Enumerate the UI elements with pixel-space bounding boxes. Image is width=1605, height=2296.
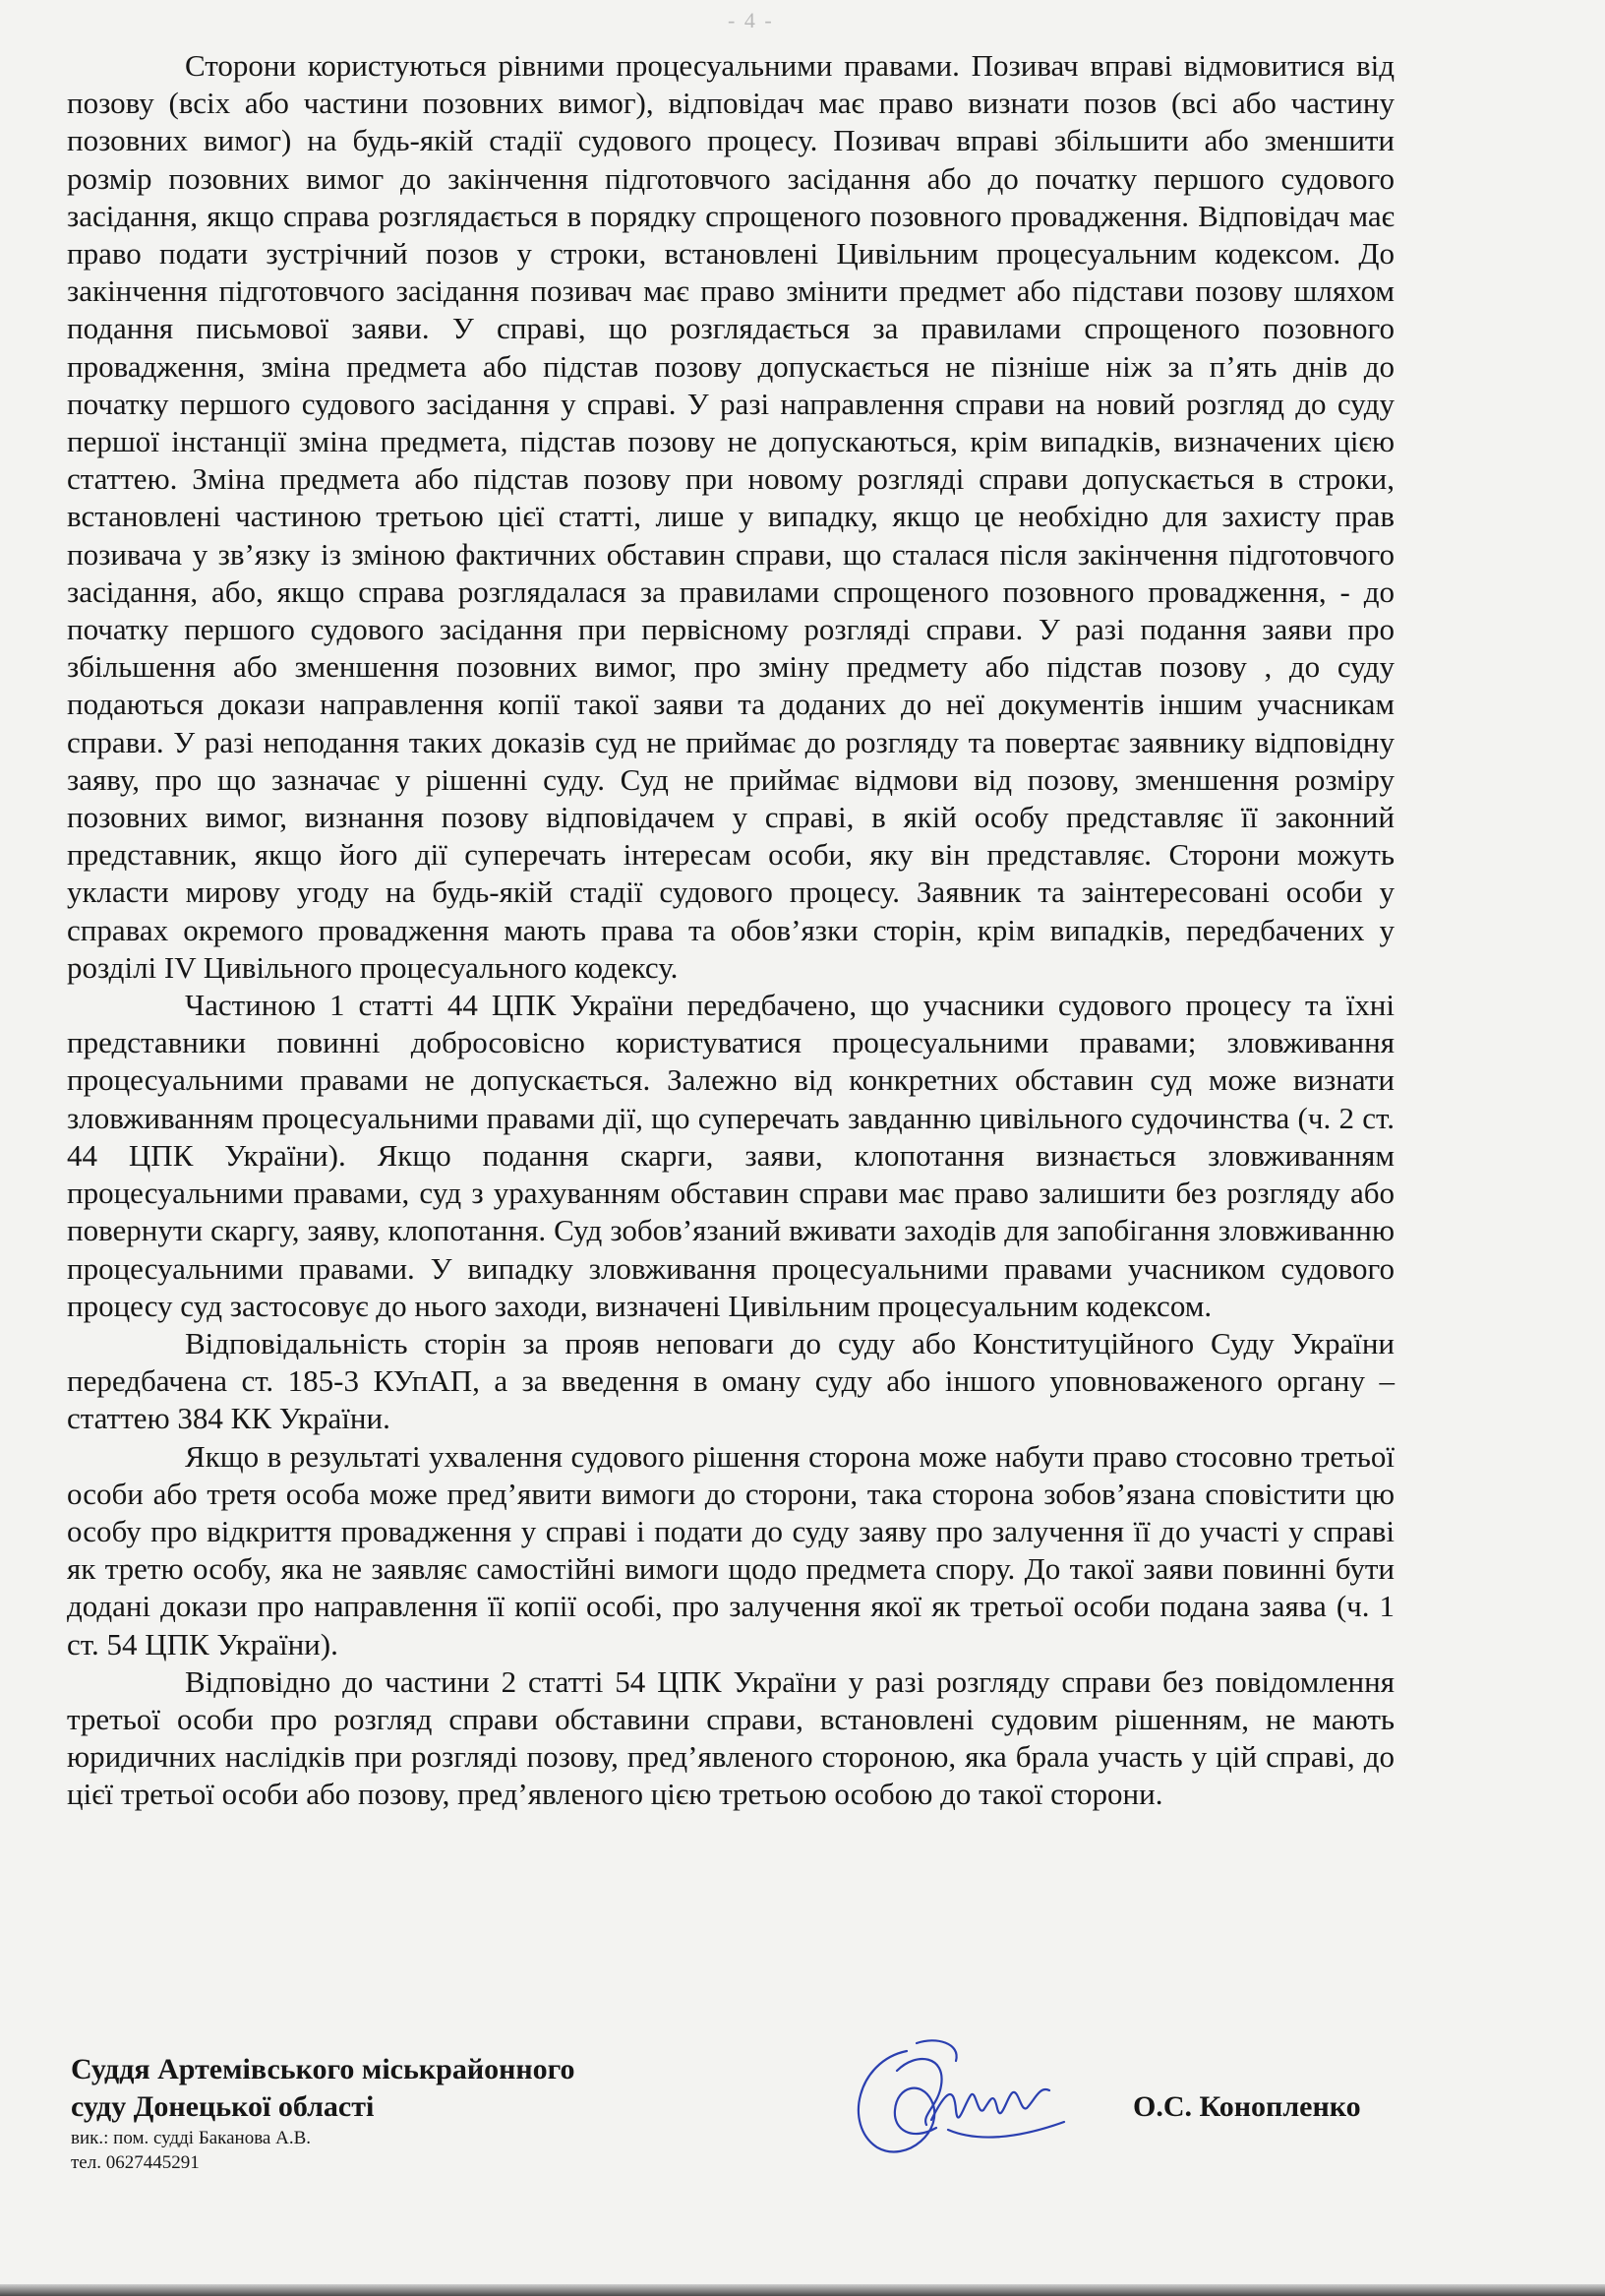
executor-phone: тел. 0627445291 (71, 2152, 200, 2173)
paragraph-third-party-consequences: Відповідно до частини 2 статті 54 ЦПК України у разі розгляду справи без повідомлення третьої особи про розгляд справи обставини справи, встановлені судовим рішенням, не мають юридичних наслідків при розгляді позову, пред’явленого стороною, яка брала участь у цій справі, до цієї третьої особи або позову, пред’явленого цією третьою особою до такої сторони. (67, 1663, 1395, 1812)
document-body (67, 47, 1395, 1814)
signature-block (71, 2051, 1408, 2208)
executor-name: вик.: пом. судді Баканова А.В. (71, 2128, 312, 2148)
paragraph-third-party-notice: Якщо в результаті ухвалення судового рішення сторона може набути право стосовно третьої особи або третя особа може пред’явити вимоги до сторони, така сторона зобов’язана сповістити цю особу про відкриття провадження у справі і подати до суду заяву про залучення її до участі у справі як третю особу, яка не заявляє самостійні вимоги щодо предмета спору. До такої заяви повинні бути додані докази про направлення її копії особі, про залучення якої як третьої особи подана заява (ч. 1 ст. 54 ЦПК України). (67, 1438, 1395, 1662)
handwritten-signature-icon (838, 2031, 1094, 2169)
paragraph-liability: Відповідальність сторін за прояв неповаги до суду або Конституційного Суду України передбачена ст. 185-3 КУпАП, а за введення в оману суду або іншого уповноваженого органу – статтею 384 КК України. (67, 1325, 1395, 1436)
scan-edge (0, 2284, 1605, 2296)
paragraph-abuse-of-rights: Частиною 1 статті 44 ЦПК України передбачено, що учасники судового процесу та їхні представники повинні добросовісно користуватися процесуальними правами; зловживання процесуальними правами не допускається. Залежно від конкретних обставин суд може визнати зловживанням процесуальними правами дії, що суперечать завданню цивільного судочинства (ч. 2 ст. 44 ЦПК України). Якщо подання скарги, заяви, клопотання визнається зловживанням процесуальними правами, суд з урахуванням обставин справи має право залишити без розгляду або повернути скаргу, заяву, клопотання. Суд зобов’язаний вживати заходів для запобігання зловживанню процесуальними правами. У випадку зловживання процесуальними правами учасником судового процесу суд застосовує до нього заходи, визначені Цивільним процесуальним кодексом. (67, 988, 1395, 1323)
judge-title (71, 2051, 575, 2126)
paragraph-procedural-rights: Сторони користуються рівними процесуальними правами. Позивач вправі відмовитися від позову (всіх або частини позовних вимог), відповідач має право визнати позов (всі або частину позовних вимог) на будь-якій стадії судового процесу. Позивач вправі збільшити або зменшити розмір позовних вимог до закінчення підготовчого засідання або до початку першого судового засідання, якщо справа розглядається в порядку спрощеного позовного провадження. Відповідач має право подати зустрічний позов у строки, встановлені Цивільним процесуальним кодексом. До закінчення підготовчого засідання позивач має право змінити предмет або підстави позову шляхом подання письмової заяви. У справі, що розглядається за правилами спрощеного позовного провадження, зміна предмета або підстав позову допускається не пізніше ніж за п’ять днів до початку першого судового засідання у справі. У разі направлення справи на новий розгляд до суду першої інстанції зміна предмета, підстав позову не допускаються, крім випадків, визначених цією статтею. Зміна предмета або підстав позову при новому розгляді справи допускається в строки, встановлені частиною третьою цієї статті, лише у випадку, якщо це необхідно для захисту прав позивача у зв’язку із зміною фактичних обставин справи, що сталася після закінчення підготовчого засідання, або, якщо справа розглядалася за правилами спрощеного позовного провадження, - до початку першого судового засідання при первісному розгляді справи. У разі подання заяви про збільшення або зменшення позовних вимог, про зміну предмету або підстав позову , до суду подаються докази направлення копії такої заяви та доданих до неї документів іншим учасникам справи. У разі неподання таких доказів суд не приймає до розгляду та повертає заявнику відповідну заяву, про що зазначає у рішенні суду. Суд не приймає відмови від позову, зменшення розміру позовних вимог, визнання позову відповідачем у справі, в якій особу представляє її законний представник, якщо його дії суперечать інтересам особи, яку він представляє. Сторони можуть укласти мирову угоду на будь-якій стадії судового процесу. Заявник та заінтересовані особи у справах окремого провадження мають права та обов’язки сторін, крім випадків, передбачених у розділі IV Цивільного процесуального кодексу. (67, 48, 1395, 985)
executor-note (71, 2126, 311, 2175)
judge-title-line2: суду Донецької області (71, 2090, 375, 2123)
judge-name: О.С. Конопленко (1133, 2090, 1361, 2123)
judge-title-line1: Суддя Артемівського міськрайонного (71, 2053, 575, 2085)
page-number: - 4 - (728, 8, 774, 32)
